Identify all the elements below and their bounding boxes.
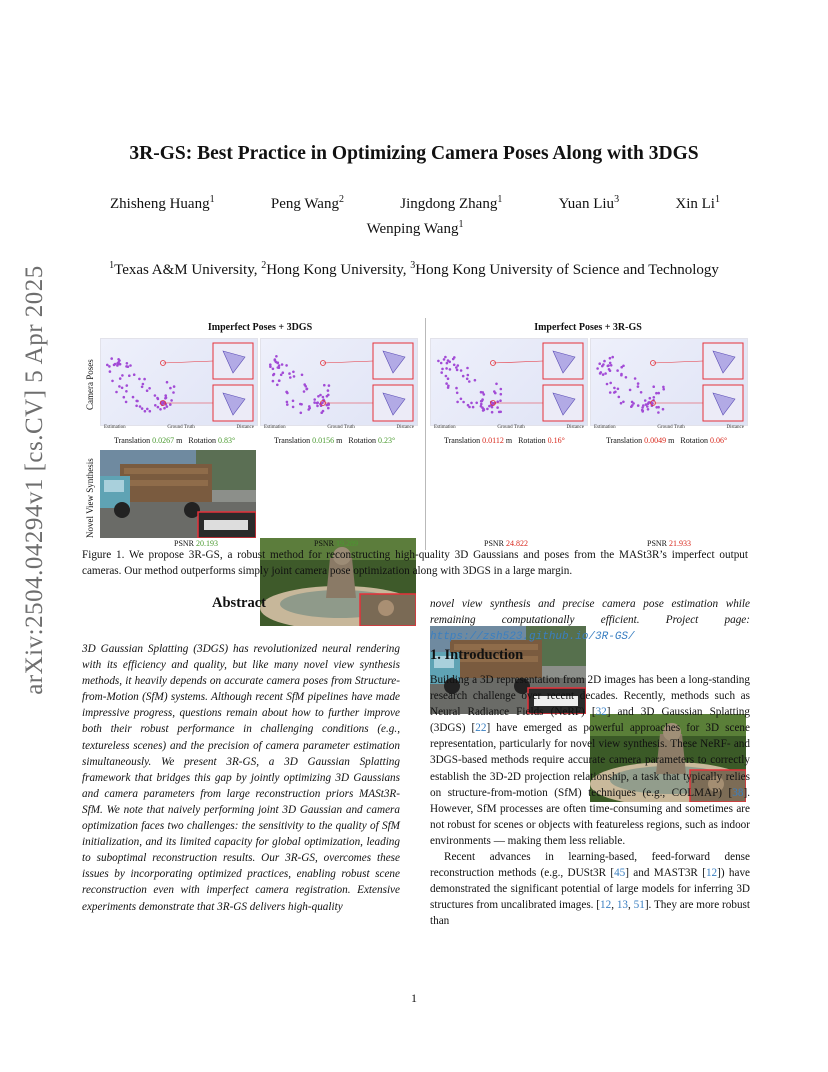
camera-point [647,408,650,411]
camera-point [641,409,644,412]
pose-legend: Estimation Ground Truth Distance [434,425,584,430]
camera-point [657,392,660,395]
row-label-novel-view-synthesis: Novel View Synthesis [85,458,95,538]
camera-point [655,392,658,395]
psnr-value: PSNR 21.933 [647,539,692,548]
camera-point [143,378,146,381]
camera-point [317,395,320,398]
camera-point [475,402,478,405]
camera-point [141,386,144,389]
camera-point [625,376,628,379]
camera-point [121,374,124,377]
camera-point [289,376,292,379]
camera-point [276,362,279,365]
camera-point [327,407,330,410]
camera-point [499,411,502,414]
camera-point [326,404,329,407]
camera-point [173,385,176,388]
pose-metric: Translation 0.0049 m Rotation 0.06° [606,436,728,445]
camera-point [127,365,130,368]
author: Xin Li$^1$ [675,194,720,212]
zoom-connector [323,361,373,363]
citation-link[interactable]: 51 [633,899,645,912]
camera-point [444,356,447,359]
camera-point [292,406,295,409]
camera-point [272,368,275,371]
camera-point [166,381,169,384]
camera-point [500,393,503,396]
camera-point [618,396,621,399]
camera-point [169,403,172,406]
camera-point [166,405,169,408]
camera-point [135,405,138,408]
camera-point [149,410,152,413]
camera-point [481,406,484,409]
camera-point [491,406,494,409]
camera-point [278,366,281,369]
pose-legend: Estimation Ground Truth Distance [104,425,254,430]
camera-point [456,392,459,395]
camera-point [462,401,465,404]
camera-point [304,385,307,388]
camera-point [637,404,640,407]
camera-point [322,396,325,399]
camera-point [495,383,498,386]
camera-point [285,364,288,367]
camera-point [445,367,448,370]
camera-point [662,408,665,411]
camera-point [470,402,473,405]
camera-point [620,374,623,377]
row-label-camera-poses: Camera Poses [85,359,95,410]
camera-pose-plot [590,338,748,426]
pose-metric: Translation 0.0156 m Rotation 0.23° [274,436,396,445]
camera-point [480,391,483,394]
camera-point [119,363,122,366]
page-number: 1 [411,991,417,1005]
abstract-continued: novel view synthesis and precise camera pose estimation while remaining computationally efficient. Project page: https://zsh523.github.io/3R-GS/ [430,598,750,644]
zoom-connector [653,361,703,363]
camera-point [316,402,319,405]
camera-point [109,370,112,373]
camera-point [481,398,484,401]
camera-point [466,378,469,381]
camera-point [269,365,272,368]
camera-point [328,384,331,387]
camera-point [657,406,660,409]
camera-point [445,382,448,385]
camera-point [455,387,458,390]
camera-point [292,400,295,403]
camera-point [620,366,623,369]
camera-pose-plot [430,338,588,426]
camera-point [609,357,612,360]
camera-point [480,403,483,406]
camera-point [644,399,647,402]
camera-point [110,357,113,360]
camera-point [154,394,157,397]
camera-point [138,378,141,381]
camera-point [106,364,109,367]
camera-point [491,411,494,414]
camera-point [637,385,640,388]
camera-point [483,393,486,396]
figure-right-title: Imperfect Poses + 3R-GS [534,322,642,333]
camera-point [456,401,459,404]
camera-point [285,391,288,394]
affiliations: $^1$Texas A&M University, $^2$Hong Kong University, $^3$Hong Kong University of Science and Technology [109,260,719,278]
camera-point [467,404,470,407]
camera-point [282,371,285,374]
camera-point [443,358,446,361]
author: Jingdong Zhang$^1$ [400,194,503,212]
camera-point [610,364,613,367]
pose-metric: Translation 0.0112 m Rotation 0.16° [444,436,565,445]
camera-point [616,369,619,372]
citation-link[interactable]: 22 [475,722,487,735]
camera-point [157,398,160,401]
camera-point [446,362,449,365]
camera-point [486,408,489,411]
camera-point [280,374,283,377]
camera-point [609,382,612,385]
camera-point [467,374,470,377]
camera-point [609,362,612,365]
camera-point [276,384,279,387]
camera-point [631,401,634,404]
camera-point [128,374,131,377]
camera-point [121,387,124,390]
camera-point [133,373,136,376]
camera-point [614,391,617,394]
citation-link[interactable]: 32 [595,706,607,719]
camera-point [462,375,465,378]
camera-point [132,396,135,399]
zoom-connector [163,361,213,363]
camera-point [299,403,302,406]
author-list [110,194,720,238]
camera-point [652,385,655,388]
camera-point [135,400,138,403]
camera-point [452,358,455,361]
camera-point [496,400,499,403]
camera-point [169,387,172,390]
camera-point [447,385,450,388]
figure-1 [82,318,748,550]
camera-point [142,383,145,386]
camera-point [468,380,471,383]
camera-point [119,377,122,380]
camera-point [496,406,499,409]
camera-point [154,404,157,407]
camera-point [272,374,275,377]
psnr-value: PSNR 24.822 [484,539,529,548]
author: Peng Wang$^2$ [270,194,344,212]
camera-point [139,405,142,408]
camera-point [641,406,644,409]
camera-point [609,391,612,394]
camera-point [447,359,450,362]
camera-point [144,410,147,413]
camera-point [629,389,632,392]
camera-point [274,359,277,362]
camera-point [472,406,475,409]
camera-point [118,359,121,362]
camera-point [323,384,326,387]
camera-point [611,356,614,359]
camera-point [440,371,443,374]
camera-point [148,387,151,390]
camera-point [630,405,633,408]
camera-point [599,372,602,375]
abstract-text: 3D Gaussian Splatting (3DGS) has revolutionized neural rendering with its efficiency and quality, but like many novel view synthesis methods, it heavily depends on accurate camera poses from Structure-from-Motion (SfM) systems. Although recent SfM pipelines have made impressive progress, questions remain about how to further improve both their robust performance in challenging conditions (e.g., textureless scenes) and the precision of camera parameter estimation simultaneously. We present 3R-GS, a 3D Gaussian Splatting framework that bridges this gap by jointly optimizing 3D Gaussians and camera parameters from large reconstruction priors MASt3R-SfM. We note that naively performing joint 3D Gaussian and camera optimization faces two challenges: the sensitivity to the quality of SfM initialization, and its limited capacity for global optimization, leading to suboptimal reconstruction results. Our 3R-GS, overcomes these issues by incorporating optimized practices, enabling robust scene reconstruction even with imperfect camera registration. Extensive experiments demonstrate that 3R-GS delivers high-quality [82,643,400,913]
introduction-text [430,672,750,930]
pose-metric: Translation 0.0267 m Rotation 0.83° [114,436,236,445]
section-heading-introduction: 1. Introduction [430,647,524,663]
camera-point [456,369,459,372]
arxiv-identifier-stamp [10,265,60,695]
camera-point [620,402,623,405]
camera-point [606,383,609,386]
camera-point [111,380,114,383]
pose-legend: Estimation Ground Truth Distance [264,425,414,430]
camera-point [126,362,129,365]
camera-point [286,403,289,406]
rendered-image-truck [100,450,256,538]
camera-point [657,411,660,414]
camera-point [281,363,284,366]
camera-point [441,368,444,371]
camera-point [326,395,329,398]
camera-point [607,365,610,368]
camera-point [126,384,129,387]
author: Wenping Wang$^1$ [366,219,464,237]
camera-point [609,369,612,372]
camera-point [288,372,291,375]
camera-point [440,362,443,365]
camera-point [649,397,652,400]
camera-point [460,369,463,372]
camera-point [292,371,295,374]
camera-point [662,386,665,389]
camera-point [114,363,117,366]
intro-paragraph: Recent advances in learning-based, feed-forward dense reconstruction methods (e.g., DUSt3R [45] and MAST3R [12]) have demonstrated the significant potential of large models for inferring 3D structures from uncalibrated images. [12, 13, 51]. They are more robust than [430,851,751,928]
camera-point [604,372,607,375]
camera-point [163,407,166,410]
camera-point [460,398,463,401]
camera-point [307,408,310,411]
camera-point [116,362,119,365]
camera-point [116,364,119,367]
camera-point [603,360,606,363]
citation-link[interactable]: 38 [732,786,744,799]
camera-point [272,380,275,383]
camera-point [123,396,126,399]
camera-point [115,391,118,394]
camera-point [275,355,278,358]
camera-point [437,360,440,363]
camera-point [474,379,477,382]
camera-point [493,390,496,393]
intro-paragraph: Building a 3D representation from 2D images has been a long-standing research challenge over recent decades. Recently, methods such as Neural Radiance Fields (NeRF) [32] and 3D Gaussian Splatting (3DGS) [22] have emerged as powerful approaches for 3D scene representation, particularly for novel view synthesis. These NeRF- and 3DGS-based methods require accurate camera parameters to correctly establish the 3D-2D projection relationship, a task that typically relies on structure-from-motion (SfM) techniques (e.g., COLMAP) [38]. However, SfM processes are often time-consuming and sometimes are not robust for scenes or objects with featureless regions, such as indoor environments — making them less reliable. [430,674,750,847]
figure-caption: Figure 1. We propose 3R-GS, a robust method for reconstructing high-quality 3D Gaussians and poses from the MASt3R’s imperfect output cameras. Our method outperforms simply joint camera pose optimization along with 3DGS in a large margin. [82,549,748,577]
camera-point [313,398,316,401]
camera-point [602,373,605,376]
figure-divider [425,318,426,550]
camera-point [164,397,167,400]
camera-point [499,399,502,402]
camera-point [278,364,281,367]
camera-point [306,388,309,391]
camera-point [316,405,319,408]
camera-point [613,387,616,390]
citation-link[interactable]: 12 [600,899,612,912]
camera-point [445,375,448,378]
paper-title: 3R-GS: Best Practice in Optimizing Camera Poses Along with 3DGS [129,143,699,164]
camera-point [118,385,121,388]
psnr-value: PSNR 19.289 [314,539,359,548]
camera-point [125,390,128,393]
camera-point [653,396,656,399]
camera-point [622,401,625,404]
camera-point [313,401,316,404]
camera-point [447,377,450,380]
camera-point [327,389,330,392]
abstract-heading: Abstract [212,595,266,611]
camera-pose-plot [260,338,418,426]
camera-point [301,374,304,377]
psnr-value: PSNR 20.193 [174,539,219,548]
camera-point [303,390,306,393]
camera-point [449,368,452,371]
camera-point [129,364,132,367]
camera-point [634,377,637,380]
camera-point [141,407,144,410]
camera-point [108,365,111,368]
camera-point [125,401,128,404]
citation-link[interactable]: 13 [616,899,629,912]
camera-point [157,406,160,409]
camera-point [293,375,296,378]
camera-point [146,389,149,392]
author: Zhisheng Huang$^1$ [110,194,215,212]
camera-point [322,410,325,413]
camera-point [617,388,620,391]
author: Yuan Liu$^3$ [558,194,620,212]
camera-point [598,362,601,365]
camera-point [596,367,599,370]
pose-legend: Estimation Ground Truth Distance [594,425,744,430]
project-page-link[interactable]: https://zsh523.github.io/3R-GS/ [430,631,635,644]
camera-point [159,408,162,411]
camera-point [453,364,456,367]
camera-point [308,405,311,408]
camera-point [455,366,458,369]
camera-point [172,391,175,394]
figure-left-title: Imperfect Poses + 3DGS [207,322,313,333]
camera-point [662,388,665,391]
camera-point [170,399,173,402]
camera-point [640,391,643,394]
camera-point [300,412,303,415]
zoom-connector [493,361,543,363]
citation-link[interactable]: 45 [614,867,626,880]
arxiv-identifier-text: arXiv:2504.04294v1 [cs.CV] 5 Apr 2025 [21,265,48,695]
camera-point [500,388,503,391]
camera-point [601,365,604,368]
camera-point [146,408,149,411]
camera-point [466,367,469,370]
camera-pose-plot [100,338,258,426]
camera-point [637,382,640,385]
camera-point [278,379,281,382]
camera-point [286,401,289,404]
camera-point [488,405,491,408]
camera-point [645,403,648,406]
camera-point [482,409,485,412]
citation-link[interactable]: 12 [705,867,718,880]
